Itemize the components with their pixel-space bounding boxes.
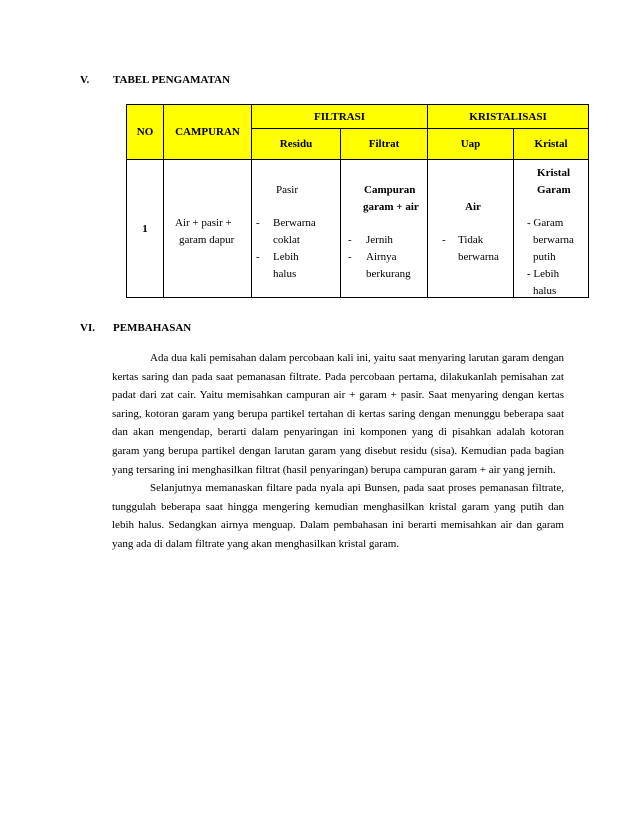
- residu-item2-line1: Lebih: [273, 251, 299, 263]
- residu-dash-2: -: [256, 251, 260, 263]
- header-kristalisasi: KRISTALISASI: [428, 105, 589, 129]
- kristal-item1-line2: berwarna: [533, 234, 574, 246]
- header-kristal: Kristal: [514, 129, 589, 160]
- section-title: TABEL PENGAMATAN: [113, 74, 231, 86]
- section-number: VI.: [80, 322, 95, 334]
- uap-dash-1: -: [442, 234, 446, 246]
- header-uap: Uap: [428, 129, 514, 160]
- cell-uap: [428, 160, 514, 298]
- header-residu: Residu: [252, 129, 341, 160]
- header-no: NO: [127, 105, 164, 160]
- kristal-title-line1: Kristal: [537, 167, 571, 179]
- header-filtrasi: FILTRASI: [252, 105, 428, 129]
- filtrat-item2-line2: berkurang: [366, 268, 411, 280]
- observation-table: [126, 104, 589, 298]
- kristal-item2-line1: - Lebih: [527, 268, 560, 280]
- residu-title: Pasir: [276, 184, 298, 196]
- header-filtrat: Filtrat: [341, 129, 428, 160]
- filtrat-dash-1: -: [348, 234, 352, 246]
- uap-item1-line1: Tidak: [458, 234, 484, 246]
- filtrat-item2-line1: Airnya: [366, 251, 397, 263]
- cell-kristal: [514, 160, 589, 298]
- residu-item1-line1: Berwarna: [273, 217, 316, 229]
- section-title: PEMBAHASAN: [113, 322, 192, 334]
- residu-item2-line2: halus: [273, 268, 297, 280]
- cell-filtrat: [341, 160, 428, 298]
- residu-dash-1: -: [256, 217, 260, 229]
- filtrat-title-line1: Campuran: [364, 184, 416, 196]
- section-number: V.: [80, 74, 90, 86]
- kristal-item2-line2: halus: [533, 285, 557, 297]
- paragraph: Selanjutnya memanaskan filtare pada nyala api Bunsen, pada saat proses pemanasan filtrate, tunggulah beberapa saat hingga mengering kemudian menghasilkan kristal garam yang putih dan lebih halus. Sedangkan airnya menguap. Dalam pembahasan ini berarti memisahkan air dan garam yang ada di dalam filtrate yang akan menghasilkan kristal garam.: [112, 482, 564, 550]
- header-campuran: CAMPURAN: [164, 105, 252, 160]
- discussion-body: [112, 349, 564, 554]
- kristal-item1-line1: - Garam: [527, 217, 564, 229]
- filtrat-item1-line1: Jernih: [366, 234, 393, 246]
- filtrat-dash-2: -: [348, 251, 352, 263]
- residu-item1-line2: coklat: [273, 234, 300, 246]
- campuran-line2: garam dapur: [179, 234, 235, 246]
- cell-residu: [252, 160, 341, 298]
- filtrat-title-line2: garam + air: [363, 201, 419, 213]
- cell-no: 1: [127, 160, 164, 298]
- kristal-item1-line3: putih: [533, 251, 556, 263]
- campuran-line1: Air + pasir +: [175, 217, 232, 229]
- paragraph: Ada dua kali pemisahan dalam percobaan kali ini, yaitu saat menyaring larutan garam dengan kertas saring dan pada saat pemanasan filtrate. Pada percobaan pertama, dilakukanlah pemisahan zat padat dari zat cair. Yaitu memisahkan campuran air + garam + pasir. Saat menyaring dengan kertas saring, kotoran garam yang berupa partikel tertahan di kertas saring dengan menunggu beberapa saat dan akan mengendap, berarti dalam penyaringan ini komponen yang di pisahkan adalah kotoran garam yang berupa partikel dengan larutan garam yang disebut residu (sisa). Kemudian pada bagian yang tersaring ini menghasilkan filtrat (hasil penyaringan) berupa campuran garam + air yang jernih.: [112, 352, 564, 476]
- cell-campuran: [164, 160, 252, 298]
- uap-item1-line2: berwarna: [458, 251, 499, 263]
- kristal-title-line2: Garam: [537, 184, 571, 196]
- uap-title: Air: [465, 201, 481, 213]
